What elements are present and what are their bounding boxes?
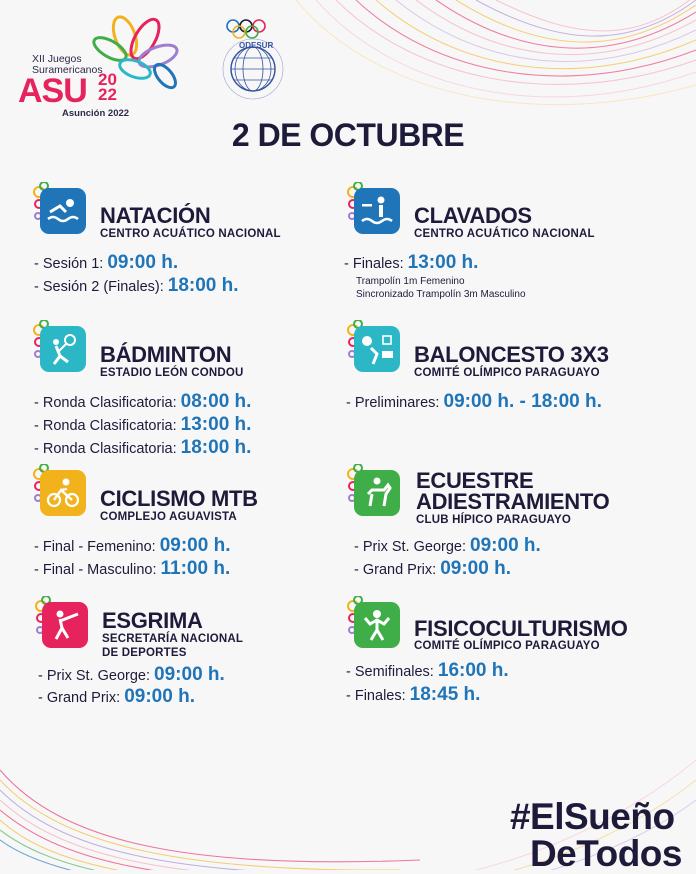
diving-icon	[354, 188, 400, 234]
sport-name: CICLISMO MTB	[100, 486, 258, 511]
odesur-label: ODESUR	[239, 41, 274, 50]
swimming-icon	[40, 188, 86, 234]
asu-year	[98, 72, 122, 102]
sport-name: BALONCESTO 3X3	[414, 342, 609, 367]
sport-name: CLAVADOS	[414, 203, 532, 228]
row-label: - Semifinales:	[346, 664, 438, 680]
row-label: - Prix St. George:	[354, 539, 471, 555]
asu-2022-logo	[18, 14, 193, 119]
petal-frame	[346, 464, 404, 522]
petal-frame	[346, 182, 404, 240]
row-time: 18:00 h.	[167, 275, 239, 296]
asu-year-bottom: 22	[98, 85, 117, 104]
odesur-logo	[208, 14, 298, 104]
row-time: 18:45 h.	[409, 684, 481, 705]
petal-frame	[346, 596, 404, 654]
row-time: 08:00 h.	[180, 391, 252, 412]
petal-frame	[32, 182, 90, 240]
event-note: Sincronizado Trampolín 3m Masculino	[356, 289, 526, 300]
sport-venue: SECRETARÍA NACIONAL	[102, 633, 244, 645]
row-time: 11:00 h.	[160, 558, 231, 579]
cycling-icon	[40, 470, 86, 516]
sport-card-ciclismo	[32, 464, 352, 584]
row-label: - Grand Prix:	[38, 690, 125, 706]
schedule-row	[354, 535, 541, 557]
row-time: 09:00 h.	[159, 535, 231, 556]
row-label: - Ronda Clasificatoria:	[34, 441, 181, 457]
sport-card-badminton	[32, 320, 352, 460]
equestrian-icon	[354, 470, 400, 516]
row-label: - Finales:	[346, 688, 410, 704]
hashtag-line1: #ElSueño	[509, 796, 675, 837]
schedule-row	[34, 275, 239, 297]
sport-card-natacion	[32, 182, 352, 302]
page-title: 2 DE OCTUBRE	[231, 117, 465, 153]
row-label: - Sesión 2 (Finales):	[34, 279, 168, 295]
sport-venue: CENTRO ACUÁTICO NACIONAL	[100, 228, 281, 240]
petal-frame	[32, 320, 90, 378]
decorative-waves-top	[276, 0, 696, 130]
row-time: 18:00 h.	[180, 437, 252, 458]
sport-venue: ESTADIO LEÓN CONDOU	[100, 367, 244, 379]
asu-subtitle-line2: Suramericanos	[32, 64, 103, 76]
hashtag	[510, 798, 682, 872]
sport-card-clavados	[346, 182, 686, 302]
sport-card-esgrima	[34, 596, 354, 716]
sport-name: BÁDMINTON	[100, 342, 232, 367]
petal-frame	[32, 464, 90, 522]
row-label: - Prix St. George:	[38, 668, 155, 684]
row-label: - Preliminares:	[346, 395, 444, 411]
row-time: 09:00 h.	[154, 664, 225, 685]
event-note: Trampolín 1m Femenino	[356, 276, 465, 287]
schedule-row	[34, 437, 251, 459]
asu-subtitle-line1: XII Juegos	[32, 53, 82, 65]
row-label: - Finales:	[344, 256, 408, 272]
schedule-row	[34, 414, 251, 436]
sport-card-ecuestre	[346, 464, 691, 584]
schedule-row	[38, 686, 195, 708]
row-label: - Final - Femenino:	[34, 539, 160, 555]
row-time: 09:00 h.	[440, 558, 511, 579]
petal-frame	[346, 320, 404, 378]
sport-name: FISICOCULTURISMO	[414, 616, 628, 641]
asu-year-top: 20	[98, 70, 117, 89]
schedule-row	[34, 535, 230, 557]
row-label: - Grand Prix:	[354, 562, 441, 578]
row-time: 09:00 h.	[107, 252, 179, 273]
row-time: 13:00 h.	[407, 252, 479, 273]
schedule-row	[346, 391, 602, 413]
basketball-3x3-icon	[354, 326, 400, 372]
row-label: - Sesión 1:	[34, 256, 108, 272]
sport-venue: COMITÉ OLÍMPICO PARAGUAYO	[414, 367, 600, 379]
row-time: 09:00 h.	[470, 535, 541, 556]
row-label: - Ronda Clasificatoria:	[34, 418, 181, 434]
sport-name: ESGRIMA	[102, 608, 203, 633]
schedule-row	[354, 558, 511, 580]
row-label: - Final - Masculino:	[34, 562, 161, 578]
schedule-row	[38, 664, 225, 686]
petal-frame	[34, 596, 92, 654]
sport-venue: COMPLEJO AGUAVISTA	[100, 511, 237, 523]
asu-wordmark: ASU	[18, 72, 87, 110]
row-time: 13:00 h.	[180, 414, 252, 435]
row-time: 09:00 h.	[124, 686, 195, 707]
sport-venue: COMITÉ OLÍMPICO PARAGUAYO	[414, 640, 600, 652]
badminton-icon	[40, 326, 86, 372]
sport-name-line2: ADIESTRAMIENTO	[416, 489, 610, 514]
schedule-row	[346, 660, 509, 682]
sport-card-fisicoculturismo	[346, 596, 686, 716]
schedule-row	[34, 252, 178, 274]
fencing-icon	[42, 602, 88, 648]
schedule-row	[34, 391, 251, 413]
asu-city: Asunción 2022	[62, 108, 130, 119]
row-time: 09:00 h. - 18:00 h.	[443, 391, 602, 412]
decorative-waves-bottom	[0, 730, 420, 870]
sport-card-baloncesto	[346, 320, 686, 440]
sport-venue: CENTRO ACUÁTICO NACIONAL	[414, 228, 595, 240]
schedule-row	[344, 252, 478, 274]
odesur-globe-icon	[208, 14, 298, 104]
schedule-row	[34, 558, 230, 580]
schedule-row	[346, 684, 480, 706]
sport-name: NATACIÓN	[100, 203, 211, 228]
sport-venue: CLUB HÍPICO PARAGUAYO	[416, 514, 571, 526]
hashtag-line2: DeTodos	[529, 833, 682, 874]
bodybuilding-icon	[354, 602, 400, 648]
sport-venue-line2: DE DEPORTES	[102, 647, 187, 659]
row-label: - Ronda Clasificatoria:	[34, 395, 181, 411]
sport-name: ECUESTRE	[416, 468, 534, 493]
row-time: 16:00 h.	[437, 660, 509, 681]
